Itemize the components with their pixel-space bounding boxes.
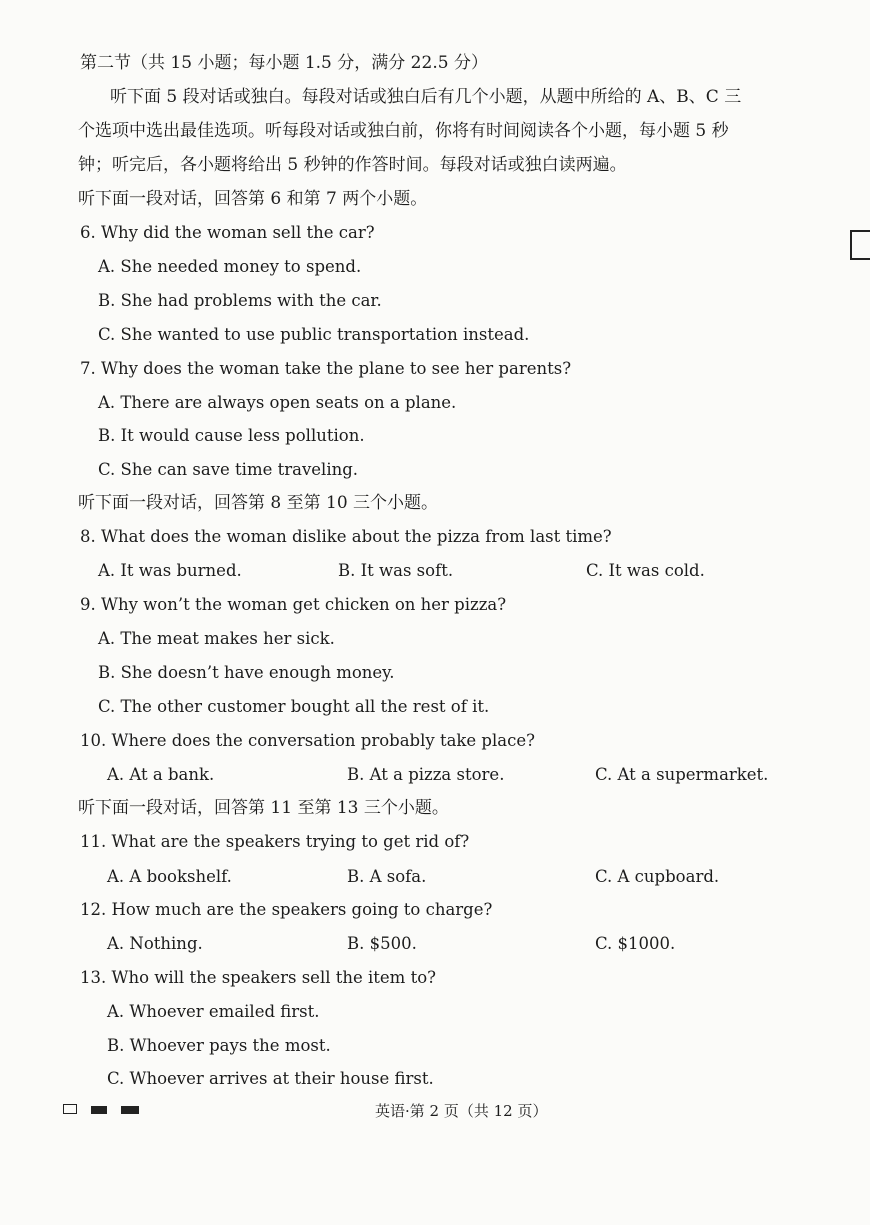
- question-10-options: [107, 764, 807, 786]
- question-6-stem: 6. Why did the woman sell the car?: [80, 223, 375, 242]
- question-13-option-c: C. Whoever arrives at their house first.: [107, 1069, 434, 1088]
- question-8-stem: 8. What does the woman dislike about the pizza from last time?: [80, 527, 612, 546]
- question-9-option-a: A. The meat makes her sick.: [98, 629, 335, 648]
- question-8-option-b: B. It was soft.: [338, 561, 454, 580]
- question-10-option-b: B. At a pizza store.: [347, 765, 505, 784]
- solid-rect-mark: [91, 1106, 107, 1114]
- question-8-option-a: A. It was burned.: [98, 561, 242, 580]
- margin-bracket-mark: [850, 230, 870, 260]
- question-7-option-a: A. There are always open seats on a plane.: [98, 393, 457, 412]
- question-6-option-c: C. She wanted to use public transportation instead.: [98, 325, 530, 344]
- question-8-options: [98, 560, 798, 582]
- question-13-option-a: A. Whoever emailed first.: [107, 1002, 320, 1021]
- group-instruction-3: 听下面一段对话，回答第 11 至第 13 三个小题。: [78, 798, 449, 818]
- section-title: 第二节（共 15 小题；每小题 1.5 分，满分 22.5 分）: [80, 53, 488, 73]
- question-12-option-a: A. Nothing.: [107, 934, 203, 953]
- group-instruction-1: 听下面一段对话，回答第 6 和第 7 两个小题。: [78, 189, 428, 209]
- question-7-option-c: C. She can save time traveling.: [98, 460, 359, 479]
- question-12-option-b: B. $500.: [347, 934, 417, 953]
- question-10-option-c: C. At a supermarket.: [595, 765, 769, 784]
- question-12-options: [107, 933, 807, 955]
- question-9-option-b: B. She doesn’t have enough money.: [98, 663, 395, 682]
- group-instruction-2: 听下面一段对话，回答第 8 至第 10 三个小题。: [78, 493, 439, 513]
- question-11-option-a: A. A bookshelf.: [107, 867, 232, 886]
- question-13-stem: 13. Who will the speakers sell the item to?: [80, 968, 436, 987]
- question-7-option-b: B. It would cause less pollution.: [98, 426, 365, 445]
- question-12-stem: 12. How much are the speakers going to charge?: [80, 900, 493, 919]
- instruction-line-3: 钟；听完后，各小题将给出 5 秒钟的作答时间。每段对话或独白读两遍。: [78, 155, 627, 175]
- question-9-option-c: C. The other customer bought all the rest of it.: [98, 697, 490, 716]
- question-6-option-a: A. She needed money to spend.: [98, 257, 362, 276]
- instruction-line-1: 听下面 5 段对话或独白。每段对话或独白后有几个小题，从题中所给的 A、B、C 三: [110, 87, 742, 107]
- question-11-stem: 11. What are the speakers trying to get rid of?: [80, 832, 470, 851]
- question-11-option-c: C. A cupboard.: [595, 867, 720, 886]
- page-number: 英语·第 2 页（共 12 页）: [375, 1102, 548, 1120]
- instruction-line-2: 个选项中选出最佳选项。听每段对话或独白前，你将有时间阅读各个小题，每小题 5 秒: [78, 121, 729, 141]
- question-10-stem: 10. Where does the conversation probably take place?: [80, 731, 535, 750]
- question-7-stem: 7. Why does the woman take the plane to see her parents?: [80, 359, 572, 378]
- solid-rect-mark: [121, 1106, 139, 1114]
- question-6-option-b: B. She had problems with the car.: [98, 291, 382, 310]
- question-13-option-b: B. Whoever pays the most.: [107, 1036, 331, 1055]
- question-11-option-b: B. A sofa.: [347, 867, 427, 886]
- question-8-option-c: C. It was cold.: [586, 561, 705, 580]
- question-9-stem: 9. Why won’t the woman get chicken on her pizza?: [80, 595, 507, 614]
- question-11-options: [107, 866, 807, 888]
- question-10-option-a: A. At a bank.: [107, 765, 215, 784]
- outline-rect-mark: [63, 1104, 77, 1114]
- question-12-option-c: C. $1000.: [595, 934, 676, 953]
